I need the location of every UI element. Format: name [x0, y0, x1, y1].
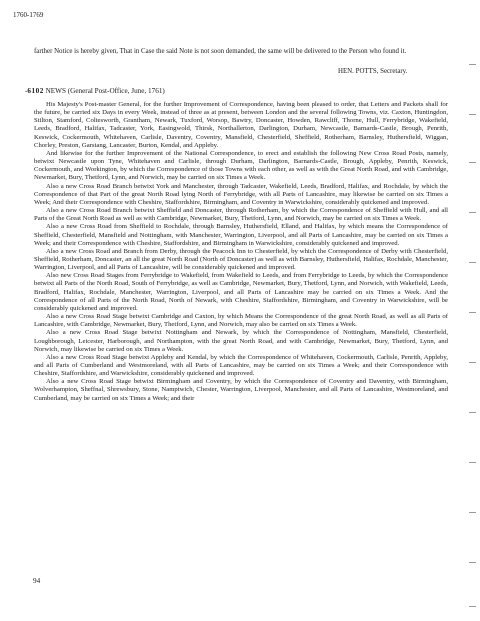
margin-tick	[469, 462, 476, 463]
margin-tick	[469, 362, 476, 363]
margin-tick	[469, 312, 476, 313]
entry-dash: -	[25, 87, 28, 95]
body-paragraph: His Majesty's Post-master General, for the further Improvement of Correspondence, having been pleased to order, that Letters and Packets shall for the future, be carried six Days in every Week, instead of three as at present, between London and the several following Towns, viz. Caxton, Huntingdon, Stilton, Stamford, Coltesworth, Grantham, Newark, Tuxford, Worsop, Bawtry, Doncaster, Howden, Rawcliff, Thorne, Hull, Ferrybridge, Wakefield, Leeds, Bradford, Halifax, Tadcaster, York, Easingwold, Thirsk, Northallerton, Darlington, Durham, Newcastle, Barnards-Castle, Brough, Penrith, Keswick, Cockermouth, Whitehaven, Carlisle, Daventry, Coventry, Mansfield, Chesterfield, Sheffield, Rotherham, Barnsley, Huthersfield, Wiggan, Chorley, Preston, Garstang, Lancaster, Burton, Kendal, and Appleby.	[34, 101, 448, 149]
margin-tick	[469, 512, 476, 513]
body-paragraph: Also a new Cross Road from Sheffield to Rochdale, through Barnsley, Huthersfield, Elland, and Halifax, by which means the Correspondence of Sheffield, Chesterfield, Mansfield and Nottingham, with Manchester, Warrington, Liverpool, and all Parts of Lancashire, may be carried on six Times a Week; and their Correspondence with Cheshire, Staffordshire, and Birmingham in Warwickshire, considerably quickened and improved.	[34, 223, 448, 247]
body-paragraph: Also a new Cross Road Stage betwixt Nottingham and Newark, by which the Correspondence of Nottingham, Mansfield, Chesterfield, Loughborough, Leicester, Harborough, and Northampton, with the great North Road, and with Cambridge, Newmarket, Bury, Thetford, Lynn, and Norwich, may likewise be carried on six Times a Week.	[34, 329, 448, 353]
margin-tick	[469, 64, 476, 65]
notice-signature: HEN. POTTS, Secretary.	[338, 68, 408, 75]
margin-tick	[469, 606, 476, 607]
running-head: 1760-1769	[13, 11, 44, 19]
margin-tick	[469, 562, 476, 563]
notice-paragraph: farther Notice is hereby given, That in Case the said Note is not soon demanded, the same will be delivered to the Person who found it.	[34, 48, 407, 55]
margin-tick	[469, 114, 476, 115]
margin-tick	[469, 162, 476, 163]
entry-heading	[25, 87, 165, 95]
body-paragraph: Also a new Cross Road Branch betwixt Sheffield and Doncaster, through Rotherham, by which the Correspondence of Sheffield with Hull, and all Parts of the Great North Road as well as with Cambridge, Newmarket, Bury, Thetford, Lynn, and Norwich, may be carried on six Times a Week.	[34, 207, 448, 223]
body-paragraph: Also a new Cross Road Stage betwixt Appleby and Kendal, by which the Correspondence of Whitehaven, Cockermouth, Carlisle, Penrith, Appleby, and all Parts of Cumberland and Westmoreland, with all Parts of Lancashire, may be carried on six Times a Week; and their Correspondence with Cheshire, Staffordshire, and Warwickshire, considerably quickened and improved.	[34, 353, 448, 378]
body-paragraph: Also a new Cross Road Stage betwixt Cambridge and Caxton, by which Means the Correspondence of the great North Road, as well as all Parts of Lancashire, with Cambridge, Newmarket, Bury, Thetford, Lynn, and Norwich, may also be carried on six Times a Week.	[34, 313, 448, 329]
page-number: 94	[33, 577, 41, 585]
margin-tick	[469, 412, 476, 413]
body-paragraph: Also a new Cross Road Branch betwixt York and Manchester, through Tadcaster, Wakefield, Leeds, Bradford, Halifax, and Rochdale, by which the Correspondence of that Part of the great North Road lying North of Ferrybridge, with all Parts of Lancashire, may likewise be carried on six Times a Week; And their Correspondence with Cheshire, Staffordshire, Birmingham, and Coventry in Warwickshire, considerably quickened and improved.	[34, 182, 448, 206]
margin-ticks	[460, 0, 480, 621]
entry-number: 6102	[27, 87, 44, 95]
article-body	[34, 101, 448, 403]
body-paragraph: Also a new Cross Road Stage betwixt Birmingham and Coventry, by which the Correspondence of Coventry and Daventry, with Birmingham, Wolverhampton, Sheffnal, Shrewsbury, Stone, Namptwich, Chester, Warrington, Liverpool, Manchester, and all Parts of Lancashire, Westmoreland, and Cumberland, may be carried on six Times a Week; and their	[34, 378, 448, 402]
entry-title: NEWS (General Post-Office, June, 1761)	[45, 87, 165, 95]
margin-tick	[469, 212, 476, 213]
margin-tick	[469, 262, 476, 263]
body-paragraph: Also a new Cross Road and Branch from Derby, through the Peacock Inn to Chesterfield, by which the Correspondence of Derby with Chesterfield, Sheffield, Rotherham, Doncaster, an all the great North Road (North of Doncaster) as well as with Barnsley, Huthersfield, Halifax, Rochdale, Manchester, Warrington, Liverpool, and all Parts of Lancashire, will be considerably quickened and improved.	[34, 247, 448, 272]
body-paragraph: And likewise for the further Improvement of the National Correspondence, to erect and establish the following New Cross Road Posts, namely, betwixt Newcastle upon Tyne, Whitehaven and Carlisle, through Durham, Darlington, Barnards-Castle, Brough, Appleby, Penrith, Keswick, Cockermouth, and Workington, by which the Correspondence of those Towns with each other, as well as with the Great North Road, and with Cambridge, Newmarket, Bury, Thetford, Lynn, and Norwich, may be carried on six Times a Week.	[34, 149, 448, 182]
body-paragraph: Also new Cross Road Stages from Ferrybridge to Wakefield, from Wakefield to Leeds, and from Ferrybridge to Leeds, by which the Correspondence betwixt all Parts of the North Road, South of Ferrybridge, as well as Cambridge, Newmarket, Bury, Thetford, Lynn, and Norwich, with Wakefield, Leeds, Bradford, Halifax, Rochdale, Manchester, Warrington, Liverpool, and all Parts of Lancashire may be carried on six Times a Week. And the Correspondence of all Parts of the North Road, North of Newark, with Cheshire, Staffordshire, Birmingham, and Coventry in Warwickshire, will be considerably quickened and improved.	[34, 272, 448, 312]
